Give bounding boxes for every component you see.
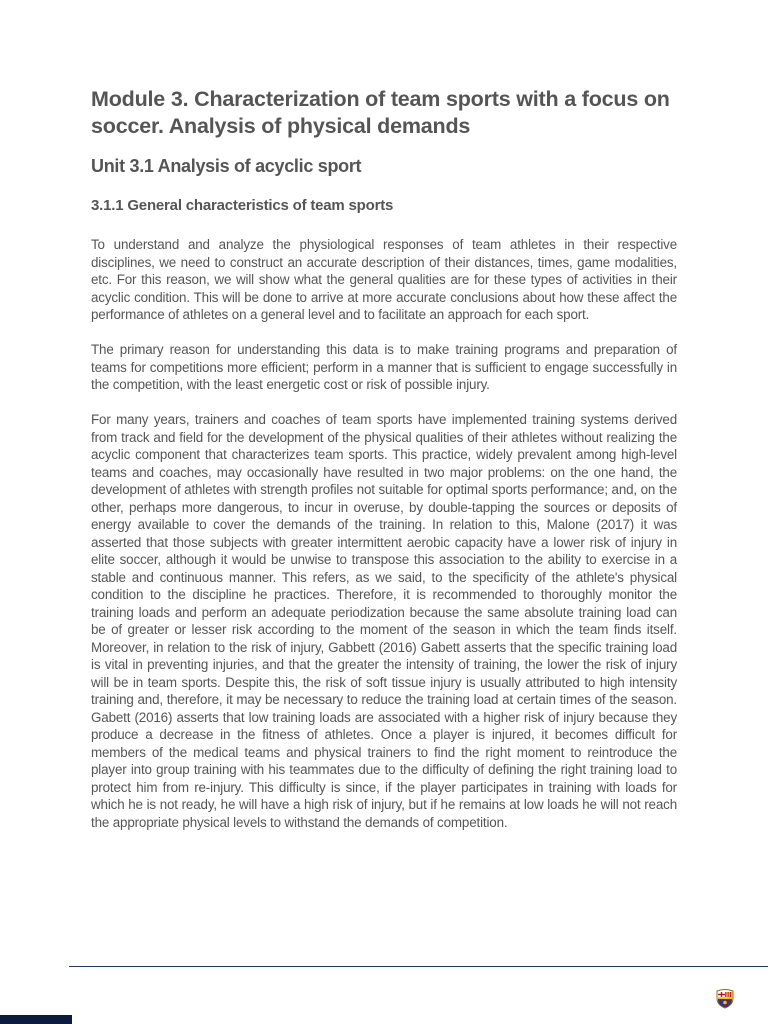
fc-barcelona-crest-icon [716,989,734,1009]
module-title: Module 3. Characterization of team sports with a focus on soccer. Analysis of physical demands [91,87,670,138]
page-content [91,86,677,849]
paragraph-1: To understand and analyze the physiological responses of team athletes in their respective disciplines, we need to construct an accurate description of their distances, times, game modalities, etc. For this reason, we will show what the general qualities are for these types of activities in their acyclic condition. This will be done to arrive at more accurate conclusions about how these affect the performance of athletes on a general level and to facilitate an approach for each sport. [91,237,677,322]
footer-corner-bar [0,1015,72,1024]
paragraph-2: The primary reason for understanding this data is to make training programs and preparation of teams for competitions more efficient; perform in a manner that is sufficient to engage successfully in the competition, with the least energetic cost or risk of possible injury. [91,342,677,392]
paragraph-3: For many years, trainers and coaches of team sports have implemented training systems derived from track and field for the development of the physical qualities of their athletes without realizing the acyclic component that characterizes team sports. This practice, widely prevalent among high-level teams and coaches, may occasionally have resulted in two major problems: on the one hand, the development of athletes with strength profiles not suitable for optimal sports performance; and, on the other, perhaps more dangerous, to incur in overuse, by double-tapping the sources or deposits of energy available to cover the demands of the training. In relation to this, Malone (2017) it was asserted that those subjects with greater intermittent aerobic capacity have a lower risk of injury in elite soccer, although it would be unwise to transpose this association to the ability to exercise in a stable and continuous manner. This refers, as we said, to the specificity of the athlete's physical condition to the discipline he practices. Therefore, it is recommended to thoroughly monitor the training loads and perform an adequate periodization because the same absolute training load can be of greater or lesser risk according to the moment of the season in which the team finds itself. Moreover, in relation to the risk of injury, Gabbett (2016) Gabett asserts that the specific training load is vital in preventing injuries, and that the greater the intensity of training, the lower the risk of injury will be in team sports. Despite this, the risk of soft tissue injury is usually attributed to high intensity training and, therefore, it may be necessary to reduce the training load at certain times of the season. Gabett (2016) asserts that low training loads are associated with a higher risk of injury because they produce a decrease in the fitness of athletes. Once a player is injured, it becomes difficult for members of the medical teams and physical trainers to find the right moment to reintroduce the player into group training with his teammates due to the difficulty of defining the right training load to protect him from re-injury. This difficulty is since, if the player participates in training with loads for which he is not ready, he will have a high risk of injury, but if he remains at low loads he will not reach the appropriate physical levels to withstand the demands of competition. [91,412,677,830]
unit-title: Unit 3.1 Analysis of acyclic sport [91,156,362,176]
footer-rule [69,966,768,967]
section-title: 3.1.1 General characteristics of team sports [91,197,394,214]
